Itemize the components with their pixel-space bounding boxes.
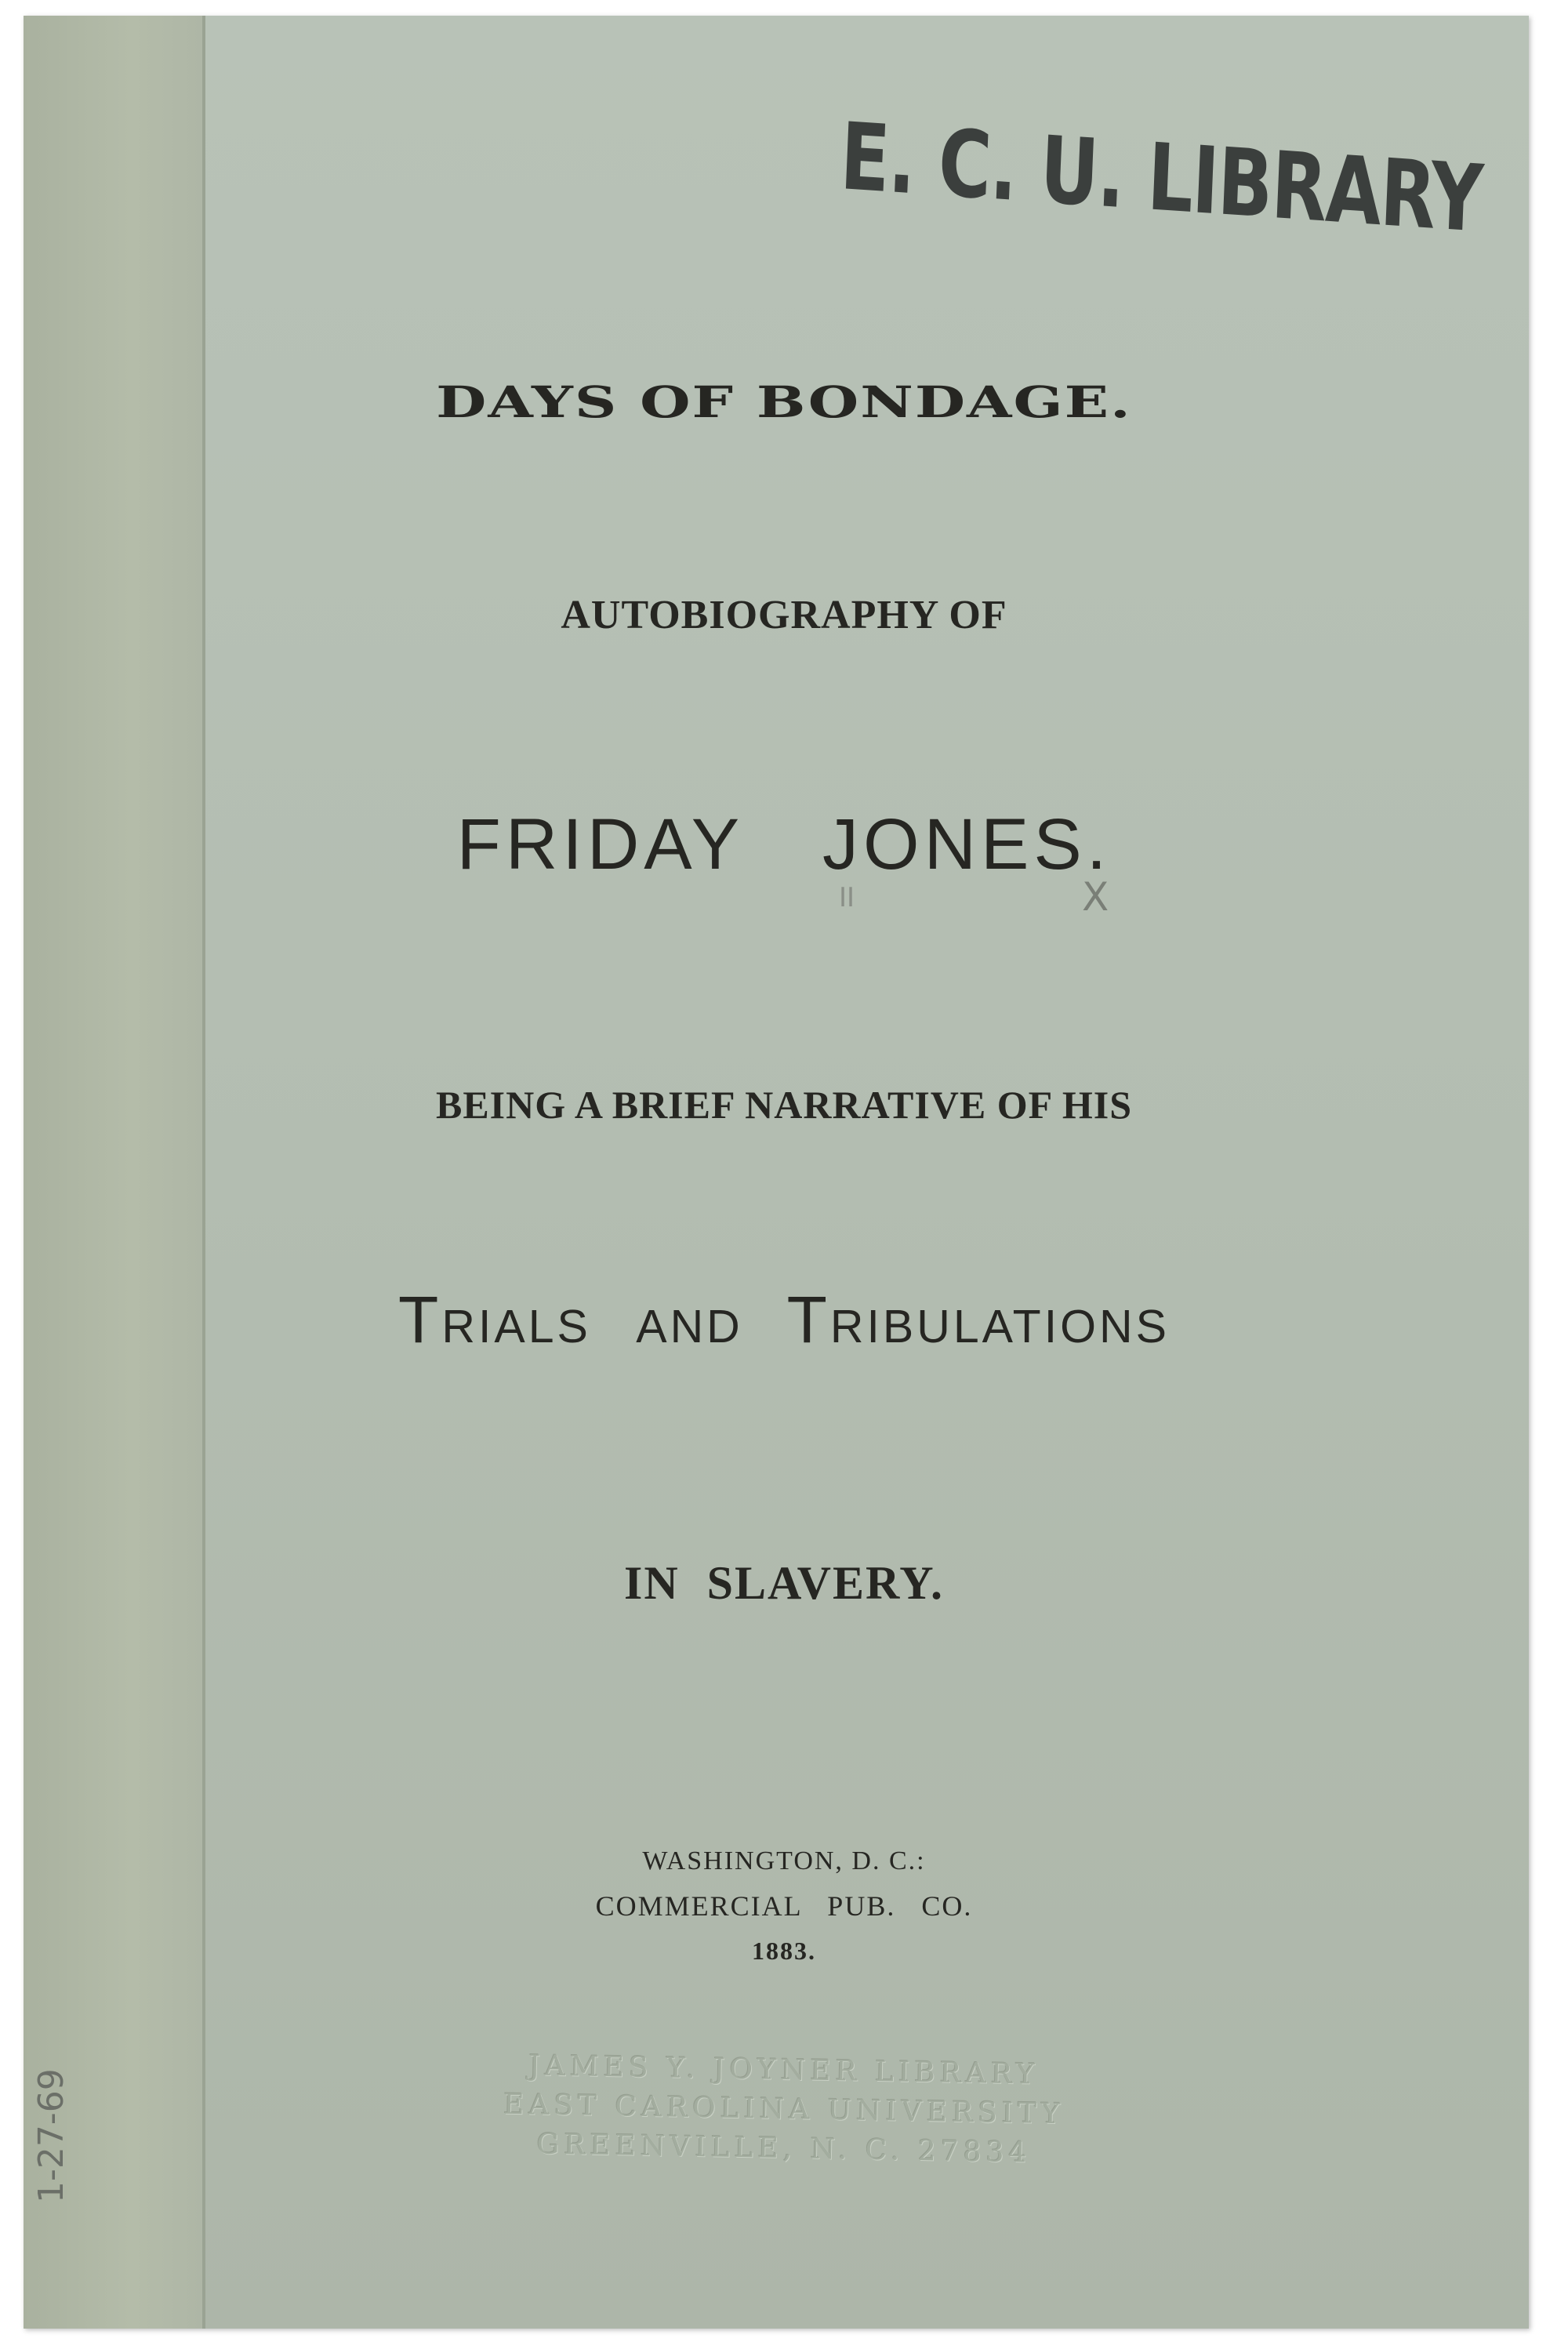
- pamphlet-cover: [24, 16, 1529, 2329]
- pencil-mark-ii: II: [839, 882, 855, 913]
- imprint-year: 1883.: [752, 1937, 816, 1965]
- imprint-place: WASHINGTON, D. C.:: [642, 1846, 926, 1875]
- embossed-stamp-line2: EAST CAROLINA UNIVERSITY: [503, 2088, 1065, 2131]
- embossed-stamp-line3: GREENVILLE, N. C. 27834: [536, 2128, 1032, 2169]
- subtitle-prefix: AUTOBIOGRAPHY OF: [561, 593, 1007, 637]
- main-title: DAYS OF BONDAGE.: [436, 376, 1132, 428]
- author-name: FRIDAY JONES.: [456, 804, 1112, 884]
- library-stamp: E. C. U. LIBRARY: [838, 102, 1484, 253]
- handwritten-side-number: 1-27-69: [31, 2068, 71, 2203]
- in-slavery-line: IN SLAVERY.: [623, 1557, 945, 1609]
- cover-spine: [24, 16, 204, 2329]
- spine-edge: [202, 16, 205, 2329]
- description-line: BEING A BRIEF NARRATIVE OF HIS: [435, 1083, 1133, 1127]
- imprint-publisher: COMMERCIAL PUB. CO.: [595, 1890, 973, 1922]
- embossed-stamp-line1: JAMES Y. JOYNER LIBRARY: [528, 2049, 1040, 2091]
- trials-line: Trials and Tribulations: [398, 1283, 1170, 1356]
- pencil-mark-x: X: [1082, 874, 1109, 920]
